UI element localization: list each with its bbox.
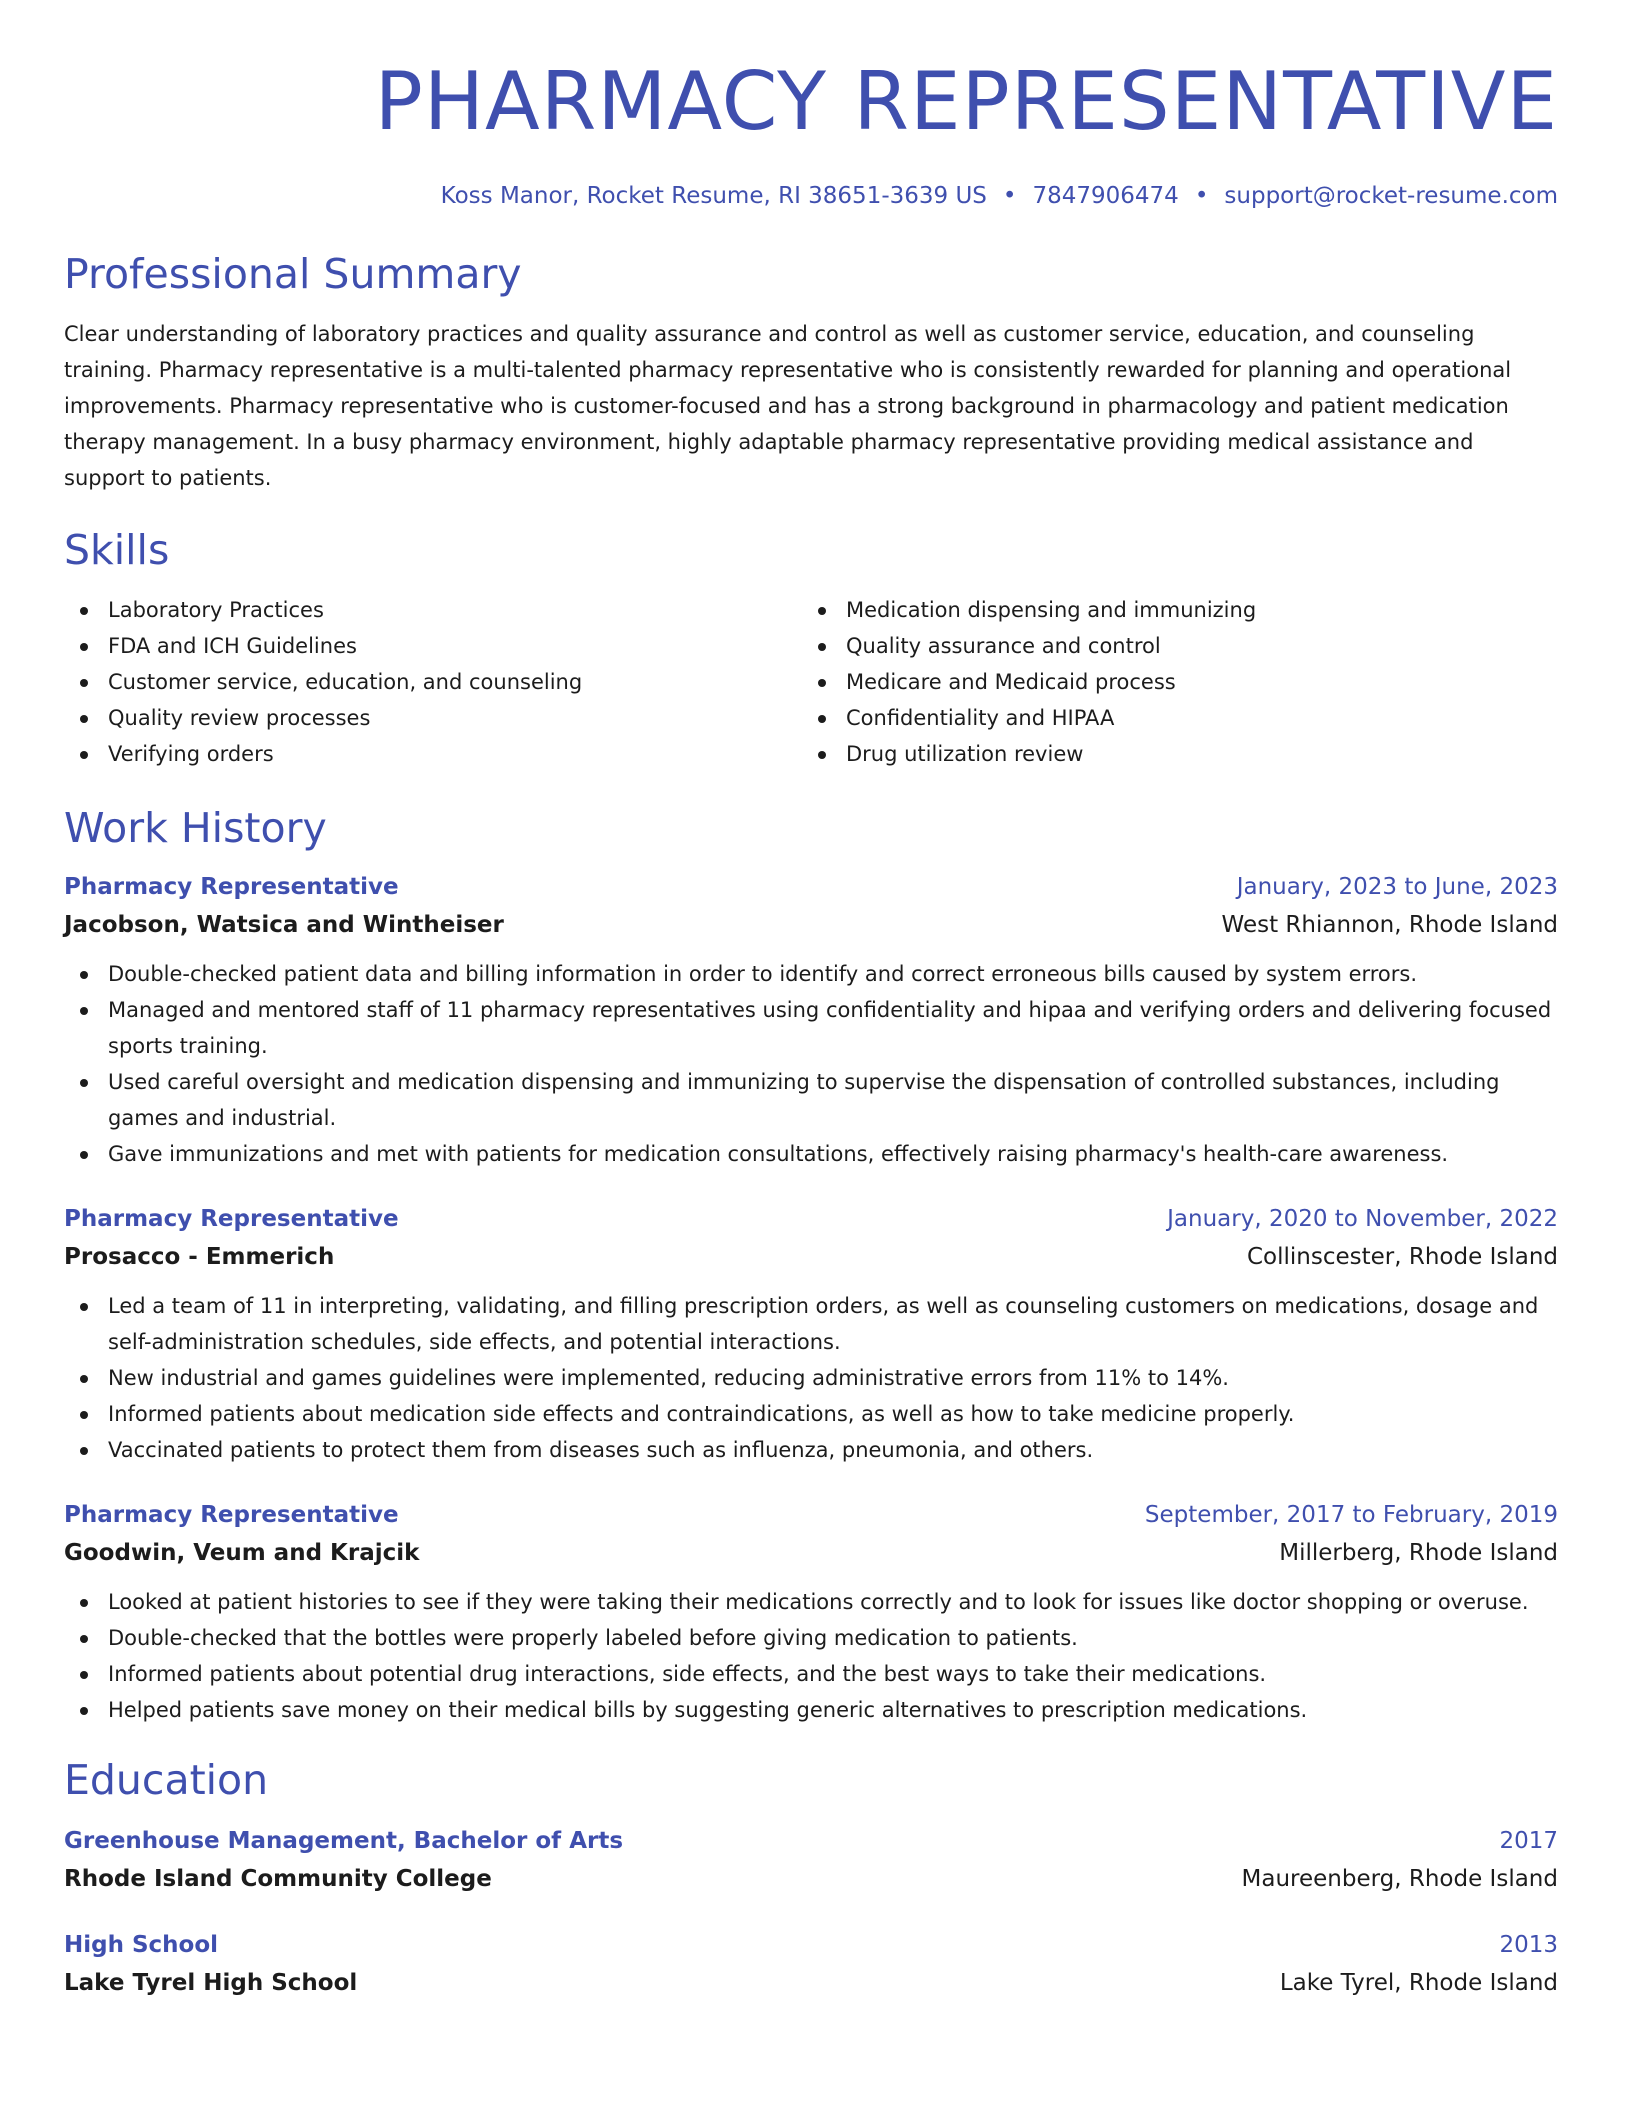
bullet-icon (80, 1007, 88, 1015)
bullet-icon (80, 607, 88, 615)
job-company: Jacobson, Watsica and Wintheiser (64, 912, 504, 938)
education-location: Lake Tyrel, Rhode Island (1279, 1970, 1558, 1996)
bullet-icon (818, 715, 826, 723)
skill-item (64, 628, 802, 664)
duty-item (64, 1396, 1558, 1432)
skill-label: Drug utilization review (846, 742, 1084, 766)
page-title: PHARMACY REPRESENTATIVE (374, 55, 1558, 148)
education-year: 2017 (1499, 1828, 1558, 1854)
skill-item (802, 592, 1540, 628)
job-header-row (64, 1200, 1558, 1238)
education-header-row (64, 1926, 1558, 1964)
duty-text: Managed and mentored staff of 11 pharmacy representatives using confidentiality and hipaa and verifying orders and delivering focused sports training. (108, 998, 1552, 1058)
skill-item (64, 736, 802, 772)
education-entry (64, 1822, 1558, 1898)
job-entry (64, 868, 1558, 1172)
education-heading: Education (64, 1756, 269, 1804)
contact-address: Koss Manor, Rocket Resume, RI 38651-3639 US (440, 183, 987, 209)
bullet-icon (818, 751, 826, 759)
duty-item (64, 1692, 1558, 1728)
job-dates: September, 2017 to February, 2019 (1144, 1502, 1558, 1528)
duty-text: Gave immunizations and met with patients for medication consultations, effectively raising pharmacy's health-care awareness. (108, 1142, 1449, 1166)
skill-label: Laboratory Practices (108, 598, 324, 622)
duty-item (64, 956, 1558, 992)
job-company-row (64, 1534, 1558, 1572)
skill-label: Customer service, education, and counseling (108, 670, 583, 694)
skill-label: Quality review processes (108, 706, 371, 730)
duty-item (64, 1136, 1558, 1172)
education-school: Lake Tyrel High School (64, 1970, 358, 1996)
job-dates: January, 2020 to November, 2022 (1167, 1206, 1558, 1232)
duty-item (64, 1360, 1558, 1396)
skill-label: Verifying orders (108, 742, 274, 766)
education-header-row (64, 1822, 1558, 1860)
duty-text: Led a team of 11 in interpreting, validating, and filling prescription orders, as well as counseling customers on medications, dosage and self-administration schedules, side effects, and potential interactions. (108, 1294, 1539, 1354)
contact-separator: • (1002, 183, 1017, 209)
bullet-icon (80, 1303, 88, 1311)
education-year: 2013 (1499, 1932, 1558, 1958)
job-company: Goodwin, Veum and Krajcik (64, 1540, 420, 1566)
skill-item (802, 736, 1540, 772)
skill-label: Quality assurance and control (846, 634, 1161, 658)
skills-heading: Skills (64, 526, 170, 574)
job-header-row (64, 868, 1558, 906)
bullet-icon (80, 1599, 88, 1607)
duty-text: Informed patients about medication side effects and contraindications, as well as how to take medicine properly. (108, 1402, 1295, 1426)
job-company-row (64, 906, 1558, 944)
skill-item (64, 592, 802, 628)
duty-item (64, 1064, 1558, 1136)
summary-heading: Professional Summary (64, 250, 522, 298)
work-history-heading: Work History (64, 804, 327, 852)
duty-item (64, 1432, 1558, 1468)
job-duties (64, 1584, 1558, 1728)
education-school-row (64, 1964, 1558, 2002)
duty-text: Double-checked that the bottles were properly labeled before giving medication to patients. (108, 1626, 1078, 1650)
bullet-icon (80, 1151, 88, 1159)
job-location: Millerberg, Rhode Island (1279, 1540, 1558, 1566)
skill-item (64, 700, 802, 736)
job-dates: January, 2023 to June, 2023 (1236, 874, 1558, 900)
bullet-icon (80, 971, 88, 979)
duty-text: New industrial and games guidelines were implemented, reducing administrative errors from 11% to 14%. (108, 1366, 1229, 1390)
bullet-icon (818, 643, 826, 651)
job-entry (64, 1200, 1558, 1468)
summary-text: Clear understanding of laboratory practices and quality assurance and control as well as customer service, education, and counseling training. Pharmacy representative is a multi-talented pharmacy representative who is consistently rewarded for planning and operational improvements. Pharmacy representative who is customer-focused and has a strong background in pharmacology and patient medication therapy management. In a busy pharmacy environment, highly adaptable pharmacy representative providing medical assistance and support to patients. (64, 322, 1512, 490)
bullet-icon (818, 679, 826, 687)
duty-text: Looked at patient histories to see if they were taking their medications correctly and to look for issues like doctor shopping or overuse. (108, 1590, 1529, 1614)
skill-item (802, 628, 1540, 664)
education-school-row (64, 1860, 1558, 1898)
education-entry (64, 1926, 1558, 2002)
duty-text: Informed patients about potential drug interactions, side effects, and the best ways to take their medications. (108, 1662, 1267, 1686)
bullet-icon (80, 1707, 88, 1715)
skill-label: Medication dispensing and immunizing (846, 598, 1257, 622)
bullet-icon (80, 1411, 88, 1419)
duty-item (64, 1288, 1558, 1360)
duty-item (64, 992, 1558, 1064)
skill-item (802, 664, 1540, 700)
job-company-row (64, 1238, 1558, 1276)
job-location: Collinscester, Rhode Island (1246, 1244, 1558, 1270)
skills-column-right (802, 592, 1540, 772)
job-location: West Rhiannon, Rhode Island (1221, 912, 1558, 938)
education-location: Maureenberg, Rhode Island (1241, 1866, 1558, 1892)
contact-separator: • (1194, 183, 1209, 209)
bullet-icon (80, 1079, 88, 1087)
skills-column-left (64, 592, 802, 772)
duty-item (64, 1656, 1558, 1692)
skill-label: Medicare and Medicaid process (846, 670, 1176, 694)
skill-item (64, 664, 802, 700)
contact-line (64, 180, 1558, 212)
bullet-icon (80, 1671, 88, 1679)
job-role: Pharmacy Representative (64, 1502, 399, 1528)
duty-text: Double-checked patient data and billing information in order to identify and correct erroneous bills caused by system errors. (108, 962, 1418, 986)
bullet-icon (80, 1447, 88, 1455)
job-role: Pharmacy Representative (64, 874, 399, 900)
skills-list (64, 592, 1558, 772)
bullet-icon (80, 751, 88, 759)
job-duties (64, 956, 1558, 1172)
job-entry (64, 1496, 1558, 1728)
duty-text: Vaccinated patients to protect them from diseases such as influenza, pneumonia, and others. (108, 1438, 1094, 1462)
job-header-row (64, 1496, 1558, 1534)
job-role: Pharmacy Representative (64, 1206, 399, 1232)
bullet-icon (80, 1635, 88, 1643)
bullet-icon (80, 715, 88, 723)
education-degree: Greenhouse Management, Bachelor of Arts (64, 1828, 624, 1854)
duty-text: Used careful oversight and medication dispensing and immunizing to supervise the dispensation of controlled substances, including games and industrial. (108, 1070, 1500, 1130)
contact-phone: 7847906474 (1032, 183, 1179, 209)
skill-label: FDA and ICH Guidelines (108, 634, 357, 658)
job-company: Prosacco - Emmerich (64, 1244, 335, 1270)
bullet-icon (818, 607, 826, 615)
contact-email: support@rocket-resume.com (1224, 183, 1558, 209)
bullet-icon (80, 1375, 88, 1383)
bullet-icon (80, 679, 88, 687)
job-duties (64, 1288, 1558, 1468)
education-degree: High School (64, 1932, 219, 1958)
bullet-icon (80, 643, 88, 651)
duty-item (64, 1584, 1558, 1620)
education-school: Rhode Island Community College (64, 1866, 492, 1892)
duty-item (64, 1620, 1558, 1656)
duty-text: Helped patients save money on their medical bills by suggesting generic alternatives to prescription medications. (108, 1698, 1308, 1722)
resume-page (64, 0, 1558, 2002)
skill-item (802, 700, 1540, 736)
skill-label: Confidentiality and HIPAA (846, 706, 1115, 730)
